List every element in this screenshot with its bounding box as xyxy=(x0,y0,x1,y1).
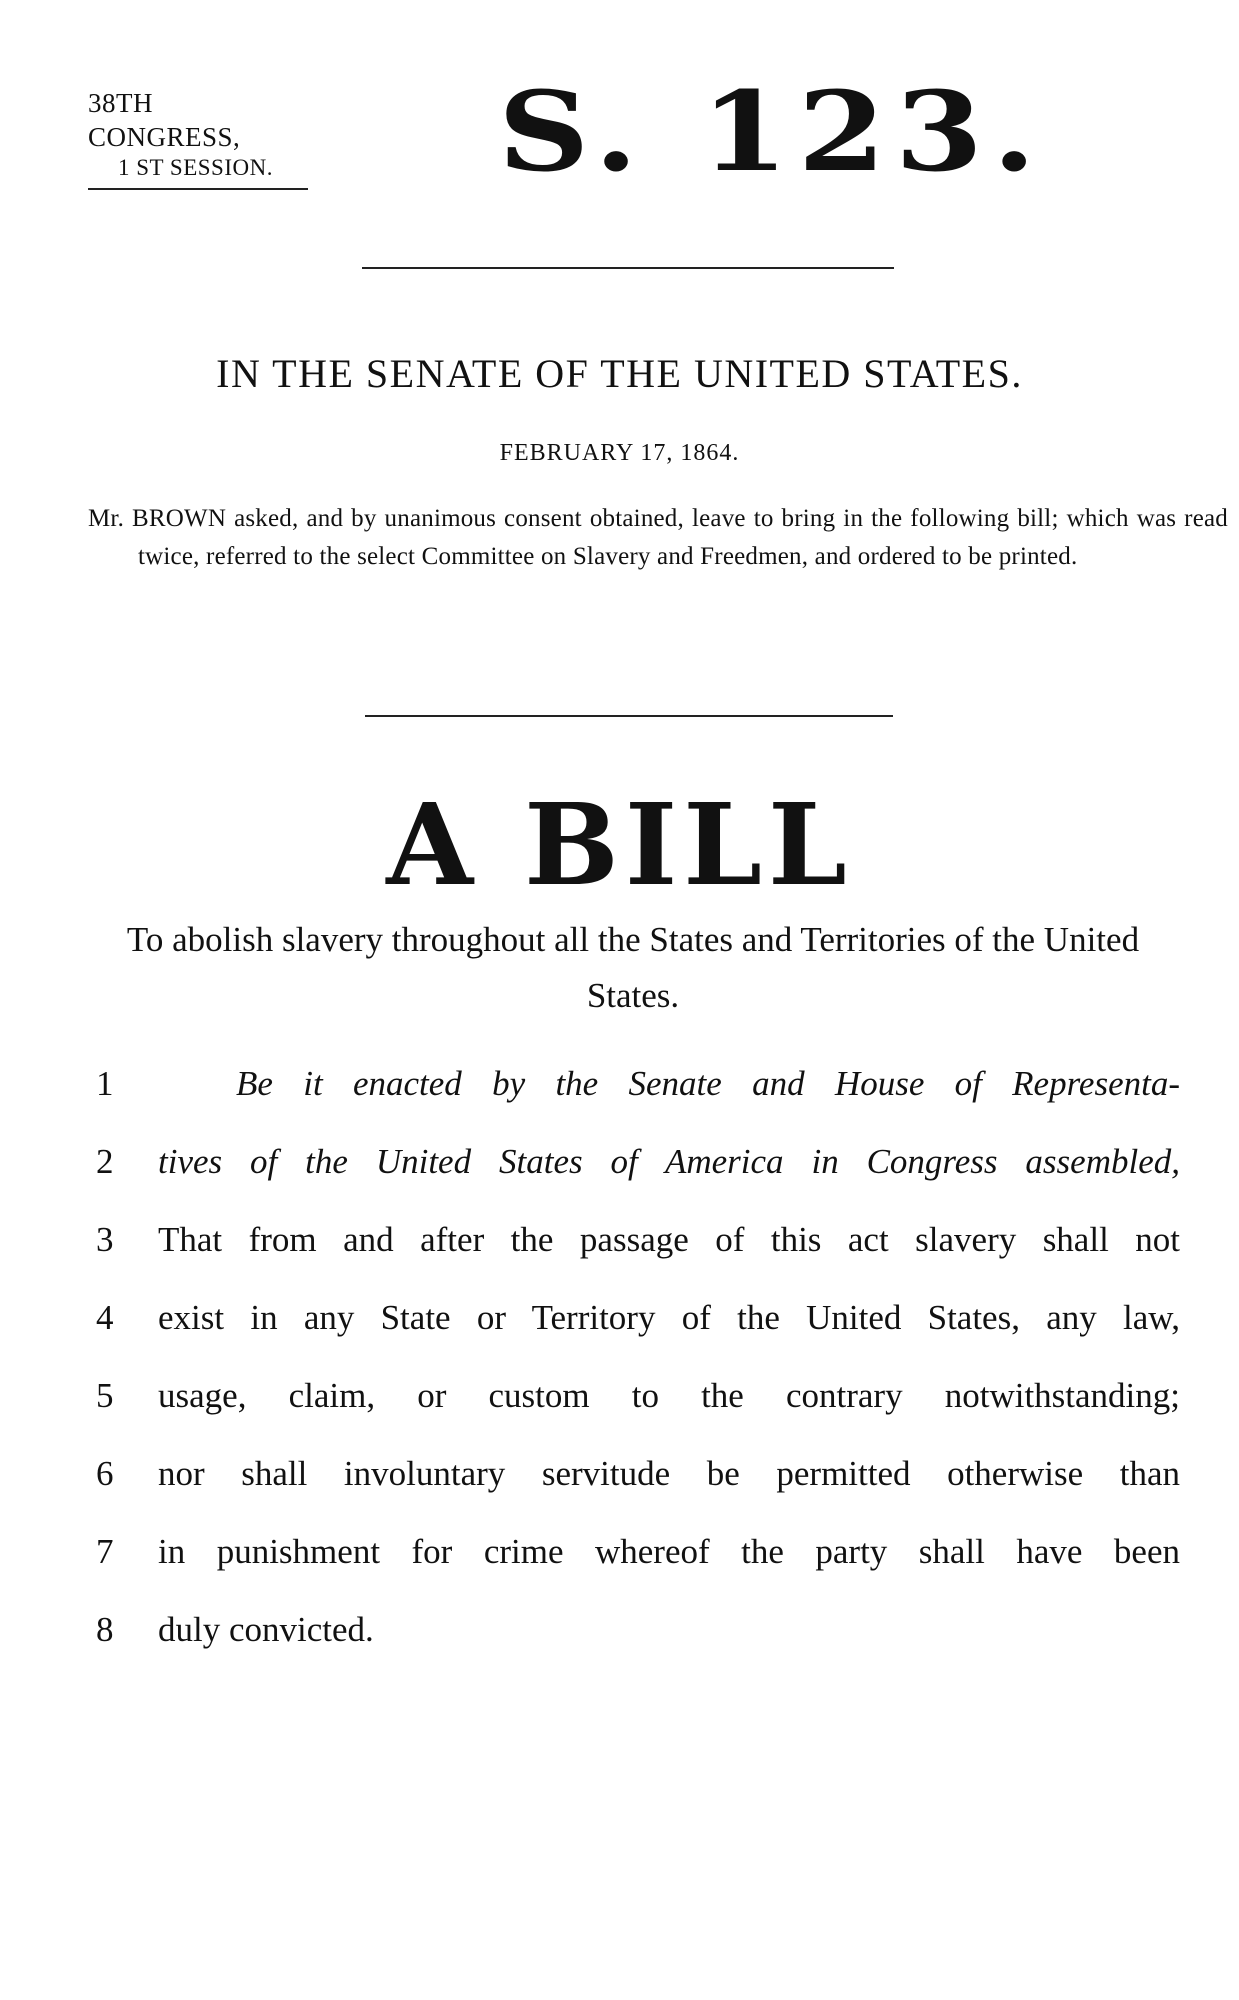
bill-line xyxy=(88,1123,1183,1201)
bill-line xyxy=(88,1513,1183,1591)
line-number: 5 xyxy=(96,1376,114,1415)
bill-purpose: To abolish slavery throughout all the States and Territories of the United States. xyxy=(126,920,1140,1015)
line-text: duly convicted. xyxy=(158,1610,374,1649)
bill-line xyxy=(88,1435,1183,1513)
line-text: Be it enacted by the Senate and House of Representa- xyxy=(236,1064,1180,1103)
introduction-paragraph: Mr. BROWN asked, and by unanimous consent obtained, leave to bring in the following bill; which was read twice, referred to the select Committee on Slavery and Freedmen, and ordered to be printed. xyxy=(88,505,1228,570)
header-divider xyxy=(88,188,308,190)
line-text: in punishment for crime whereof the party shall have been xyxy=(158,1532,1180,1571)
bill-date: FEBRUARY 17, 1864. xyxy=(499,440,740,466)
bill-line xyxy=(88,1591,1183,1669)
congress-session-block xyxy=(88,86,310,190)
divider-top xyxy=(362,267,894,269)
senate-heading: IN THE SENATE OF THE UNITED STATES. xyxy=(216,351,1023,396)
bill-text xyxy=(88,1045,1183,1669)
line-text: That from and after the passage of this act slavery shall not xyxy=(158,1220,1180,1259)
line-text: tives of the United States of America in Congress assembled, xyxy=(158,1142,1180,1181)
line-number: 8 xyxy=(96,1610,114,1649)
bill-line xyxy=(88,1357,1183,1435)
line-number: 7 xyxy=(96,1532,114,1571)
line-text: nor shall involuntary servitude be permitted otherwise than xyxy=(158,1454,1180,1493)
bill-title: A BILL xyxy=(386,780,853,911)
line-number: 3 xyxy=(96,1220,114,1259)
session-label: 1 ST SESSION. xyxy=(118,155,273,180)
line-number: 2 xyxy=(96,1142,114,1181)
line-number: 6 xyxy=(96,1454,114,1493)
congress-label: 38TH CONGRESS, xyxy=(88,88,241,152)
line-number: 4 xyxy=(96,1298,114,1337)
line-number: 1 xyxy=(96,1064,114,1103)
bill-line xyxy=(88,1279,1183,1357)
divider-middle xyxy=(365,715,893,717)
bill-line xyxy=(88,1045,1183,1123)
line-text: exist in any State or Territory of the United States, any law, xyxy=(158,1298,1180,1337)
bill-number: S. 123. xyxy=(498,67,1046,196)
line-text: usage, claim, or custom to the contrary notwithstanding; xyxy=(158,1376,1180,1415)
bill-line xyxy=(88,1201,1183,1279)
